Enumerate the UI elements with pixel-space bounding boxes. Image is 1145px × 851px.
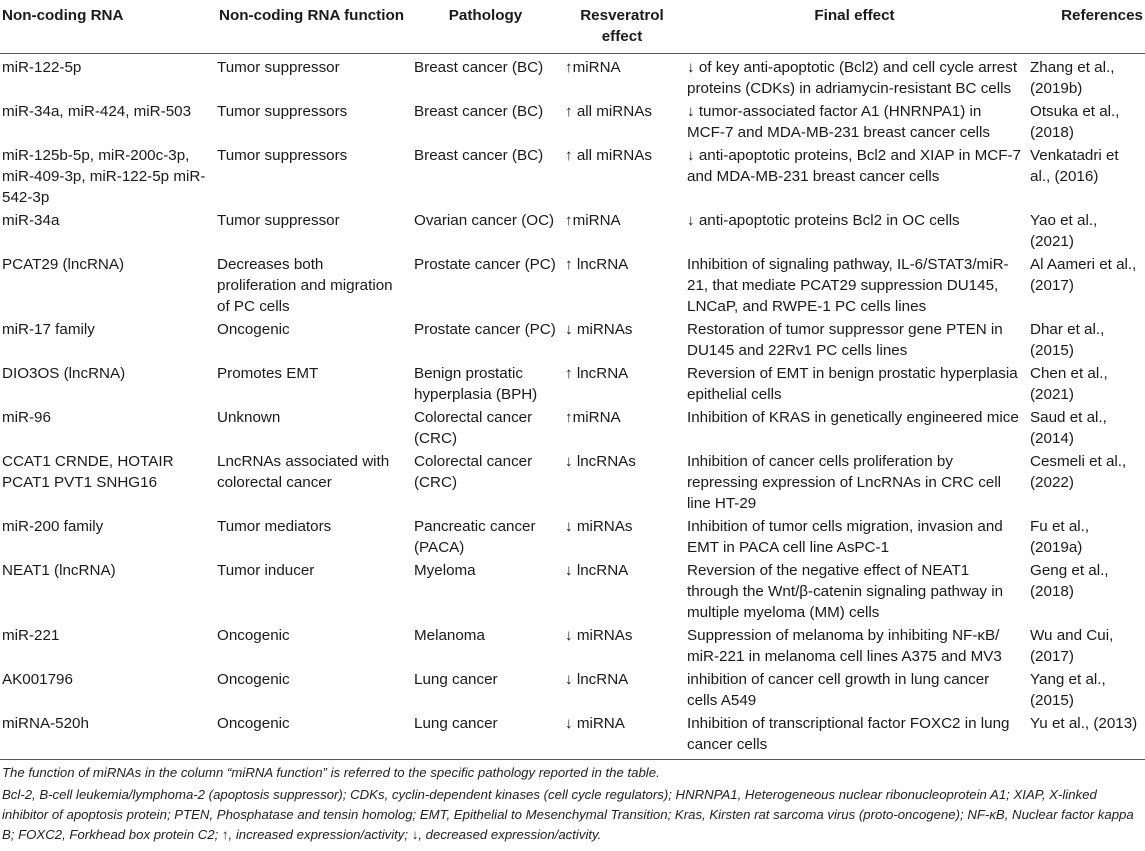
cell-resveratrol-effect: ↓ miRNAs	[565, 627, 633, 644]
cell-pathology: Benign prostatic hyperplasia (BPH)	[414, 365, 538, 403]
footnote-abbreviations: Bcl-2, B-cell leukemia/lymphoma-2 (apoptosis suppressor); CDKs, cyclin-dependent kinases (cell cycle regulators); HNRNPA1, Heterogeneous nuclear ribonucleoprotein A1; XIAP, X-linked inhibitor of apoptosis protein; PTEN, Phosphatase and tensin homolog; EMT, Epithelial to Mesenchymal Transition; Kras, Kirsten rat sarcoma virus (proto-oncogene); NF-κB, Nuclear factor kappa B; FOXC2, Forkhead box protein C2; ↑, increased expression/activity; ↓, decreased expression/activity.	[2, 787, 1134, 842]
cell-final-effect: Restoration of tumor suppressor gene PTEN in DU145 and 22Rv1 PC cells lines	[687, 321, 1003, 359]
cell-final-effect: Inhibition of cancer cells proliferation by repressing expression of LncRNAs in CRC cell line HT-29	[687, 453, 1001, 512]
cell-reference: Al Aameri et al., (2017)	[1030, 256, 1137, 294]
cell-pathology: Breast cancer (BC)	[414, 147, 544, 164]
cell-pathology: Myeloma	[414, 562, 476, 579]
cell-pathology: Breast cancer (BC)	[414, 103, 544, 120]
cell-function: Tumor suppressor	[217, 212, 340, 229]
cell-reference: Fu et al., (2019a)	[1030, 518, 1090, 556]
cell-final-effect: ↓ of key anti-apoptotic (Bcl2) and cell cycle arrest proteins (CDKs) in adriamycin-resistant BC cells	[687, 59, 1018, 97]
cell-function: Tumor inducer	[217, 562, 315, 579]
footnote-column-note: The function of miRNAs in the column “miRNA function” is referred to the specific pathology reported in the table.	[2, 765, 660, 780]
cell-pathology: Prostate cancer (PC)	[414, 321, 556, 338]
cell-final-effect: ↓ anti-apoptotic proteins, Bcl2 and XIAP in MCF-7 and MDA-MB-231 breast cancer cells	[687, 147, 1022, 185]
cell-noncoding-rna: miR-200 family	[2, 518, 104, 535]
cell-noncoding-rna: miR-34a	[2, 212, 60, 229]
cell-pathology: Pancreatic cancer (PACA)	[414, 518, 536, 556]
cell-reference: Zhang et al., (2019b)	[1030, 59, 1115, 97]
table-row	[0, 253, 1145, 318]
table-row	[0, 559, 1145, 624]
table-body	[0, 54, 1145, 760]
cell-resveratrol-effect: ↑miRNA	[565, 409, 621, 426]
cell-reference: Cesmeli et al., (2022)	[1030, 453, 1127, 491]
cell-resveratrol-effect: ↑miRNA	[565, 212, 621, 229]
cell-pathology: Colorectal cancer (CRC)	[414, 453, 533, 491]
cell-function: Tumor suppressors	[217, 147, 348, 164]
cell-resveratrol-effect: ↑miRNA	[565, 59, 621, 76]
table-row	[0, 144, 1145, 209]
cell-resveratrol-effect: ↑ all miRNAs	[565, 103, 652, 120]
cell-function: Tumor suppressors	[217, 103, 348, 120]
cell-reference: Yu et al., (2013)	[1030, 715, 1138, 732]
cell-function: Promotes EMT	[217, 365, 319, 382]
cell-noncoding-rna: AK001796	[2, 671, 73, 688]
table-row	[0, 362, 1145, 406]
cell-function: Decreases both proliferation and migration of PC cells	[217, 256, 393, 315]
cell-reference: Yang et al., (2015)	[1030, 671, 1106, 709]
cell-reference: Saud et al., (2014)	[1030, 409, 1107, 447]
header-pathology: Pathology	[410, 0, 561, 54]
cell-final-effect: ↓ anti-apoptotic proteins Bcl2 in OC cells	[687, 212, 960, 229]
cell-reference: Chen et al., (2021)	[1030, 365, 1108, 403]
cell-pathology: Melanoma	[414, 627, 485, 644]
cell-function: Tumor suppressor	[217, 59, 340, 76]
cell-noncoding-rna: miR-96	[2, 409, 51, 426]
cell-function: Oncogenic	[217, 671, 290, 688]
header-final-effect: Final effect	[683, 0, 1026, 54]
cell-pathology: Lung cancer	[414, 715, 498, 732]
cell-noncoding-rna: miRNA-520h	[2, 715, 89, 732]
table-row	[0, 624, 1145, 668]
cell-reference: Dhar et al., (2015)	[1030, 321, 1105, 359]
cell-function: Oncogenic	[217, 627, 290, 644]
header-references: References	[1026, 0, 1145, 54]
cell-resveratrol-effect: ↓ miRNAs	[565, 518, 633, 535]
cell-final-effect: Suppression of melanoma by inhibiting NF-κB/ miR-221 in melanoma cell lines A375 and MV3	[687, 627, 1002, 665]
cell-reference: Otsuka et al., (2018)	[1030, 103, 1120, 141]
cell-resveratrol-effect: ↓ lncRNAs	[565, 453, 636, 470]
cell-noncoding-rna: miR-17 family	[2, 321, 95, 338]
cell-pathology: Prostate cancer (PC)	[414, 256, 556, 273]
cell-noncoding-rna: PCAT29 (lncRNA)	[2, 256, 125, 273]
table-row	[0, 54, 1145, 101]
cell-resveratrol-effect: ↑ all miRNAs	[565, 147, 652, 164]
header-row	[0, 0, 1145, 54]
cell-function: Tumor mediators	[217, 518, 332, 535]
cell-reference: Wu and Cui, (2017)	[1030, 627, 1114, 665]
cell-resveratrol-effect: ↓ miRNAs	[565, 321, 633, 338]
cell-noncoding-rna: miR-221	[2, 627, 60, 644]
table-footnotes	[0, 760, 1145, 845]
cell-noncoding-rna: miR-125b-5p, miR-200c-3p, miR-409-3p, miR-122-5p miR-542-3p	[2, 147, 206, 206]
table-row	[0, 100, 1145, 144]
cell-final-effect: Inhibition of transcriptional factor FOXC2 in lung cancer cells	[687, 715, 1010, 753]
cell-resveratrol-effect: ↑ lncRNA	[565, 256, 629, 273]
header-noncoding-rna: Non-coding RNA	[0, 0, 213, 54]
cell-pathology: Lung cancer	[414, 671, 498, 688]
cell-pathology: Colorectal cancer (CRC)	[414, 409, 533, 447]
cell-noncoding-rna: miR-122-5p	[2, 59, 82, 76]
table-row	[0, 712, 1145, 760]
cell-pathology: Breast cancer (BC)	[414, 59, 544, 76]
table-row	[0, 668, 1145, 712]
table-row	[0, 515, 1145, 559]
table-row	[0, 450, 1145, 515]
cell-pathology: Ovarian cancer (OC)	[414, 212, 555, 229]
header-noncoding-rna-function: Non-coding RNA function	[213, 0, 410, 54]
cell-function: Oncogenic	[217, 715, 290, 732]
cell-final-effect: Reversion of the negative effect of NEAT1 through the Wnt/β-catenin signaling pathway in multiple myeloma (MM) cells	[687, 562, 1004, 621]
cell-reference: Yao et al., (2021)	[1030, 212, 1098, 250]
cell-final-effect: Inhibition of signaling pathway, IL-6/STAT3/miR-21, that mediate PCAT29 suppression DU145, LNCaP, and RWPE-1 PC cells lines	[687, 256, 1009, 315]
table-header	[0, 0, 1145, 54]
cell-final-effect: Inhibition of KRAS in genetically engineered mice	[687, 409, 1019, 426]
cell-final-effect: ↓ tumor-associated factor A1 (HNRNPA1) in MCF-7 and MDA-MB-231 breast cancer cells	[687, 103, 991, 141]
cell-final-effect: Reversion of EMT in benign prostatic hyperplasia epithelial cells	[687, 365, 1018, 403]
cell-final-effect: Inhibition of tumor cells migration, invasion and EMT in PACA cell line AsPC-1	[687, 518, 1003, 556]
cell-reference: Venkatadri et al., (2016)	[1030, 147, 1119, 185]
cell-function: LncRNAs associated with colorectal cancer	[217, 453, 390, 491]
table-row	[0, 209, 1145, 253]
cell-function: Unknown	[217, 409, 281, 426]
cell-noncoding-rna: NEAT1 (lncRNA)	[2, 562, 116, 579]
cell-final-effect: inhibition of cancer cell growth in lung cancer cells A549	[687, 671, 990, 709]
cell-resveratrol-effect: ↓ lncRNA	[565, 671, 629, 688]
cell-resveratrol-effect: ↓ miRNA	[565, 715, 625, 732]
cell-noncoding-rna: CCAT1 CRNDE, HOTAIR PCAT1 PVT1 SNHG16	[2, 453, 174, 491]
cell-resveratrol-effect: ↑ lncRNA	[565, 365, 629, 382]
cell-noncoding-rna: DIO3OS (lncRNA)	[2, 365, 126, 382]
table-row	[0, 406, 1145, 450]
cell-noncoding-rna: miR-34a, miR-424, miR-503	[2, 103, 192, 120]
cell-function: Oncogenic	[217, 321, 290, 338]
cell-reference: Geng et al., (2018)	[1030, 562, 1109, 600]
table-row	[0, 318, 1145, 362]
header-resveratrol-effect: Resveratrol effect	[561, 0, 683, 54]
cell-resveratrol-effect: ↓ lncRNA	[565, 562, 629, 579]
